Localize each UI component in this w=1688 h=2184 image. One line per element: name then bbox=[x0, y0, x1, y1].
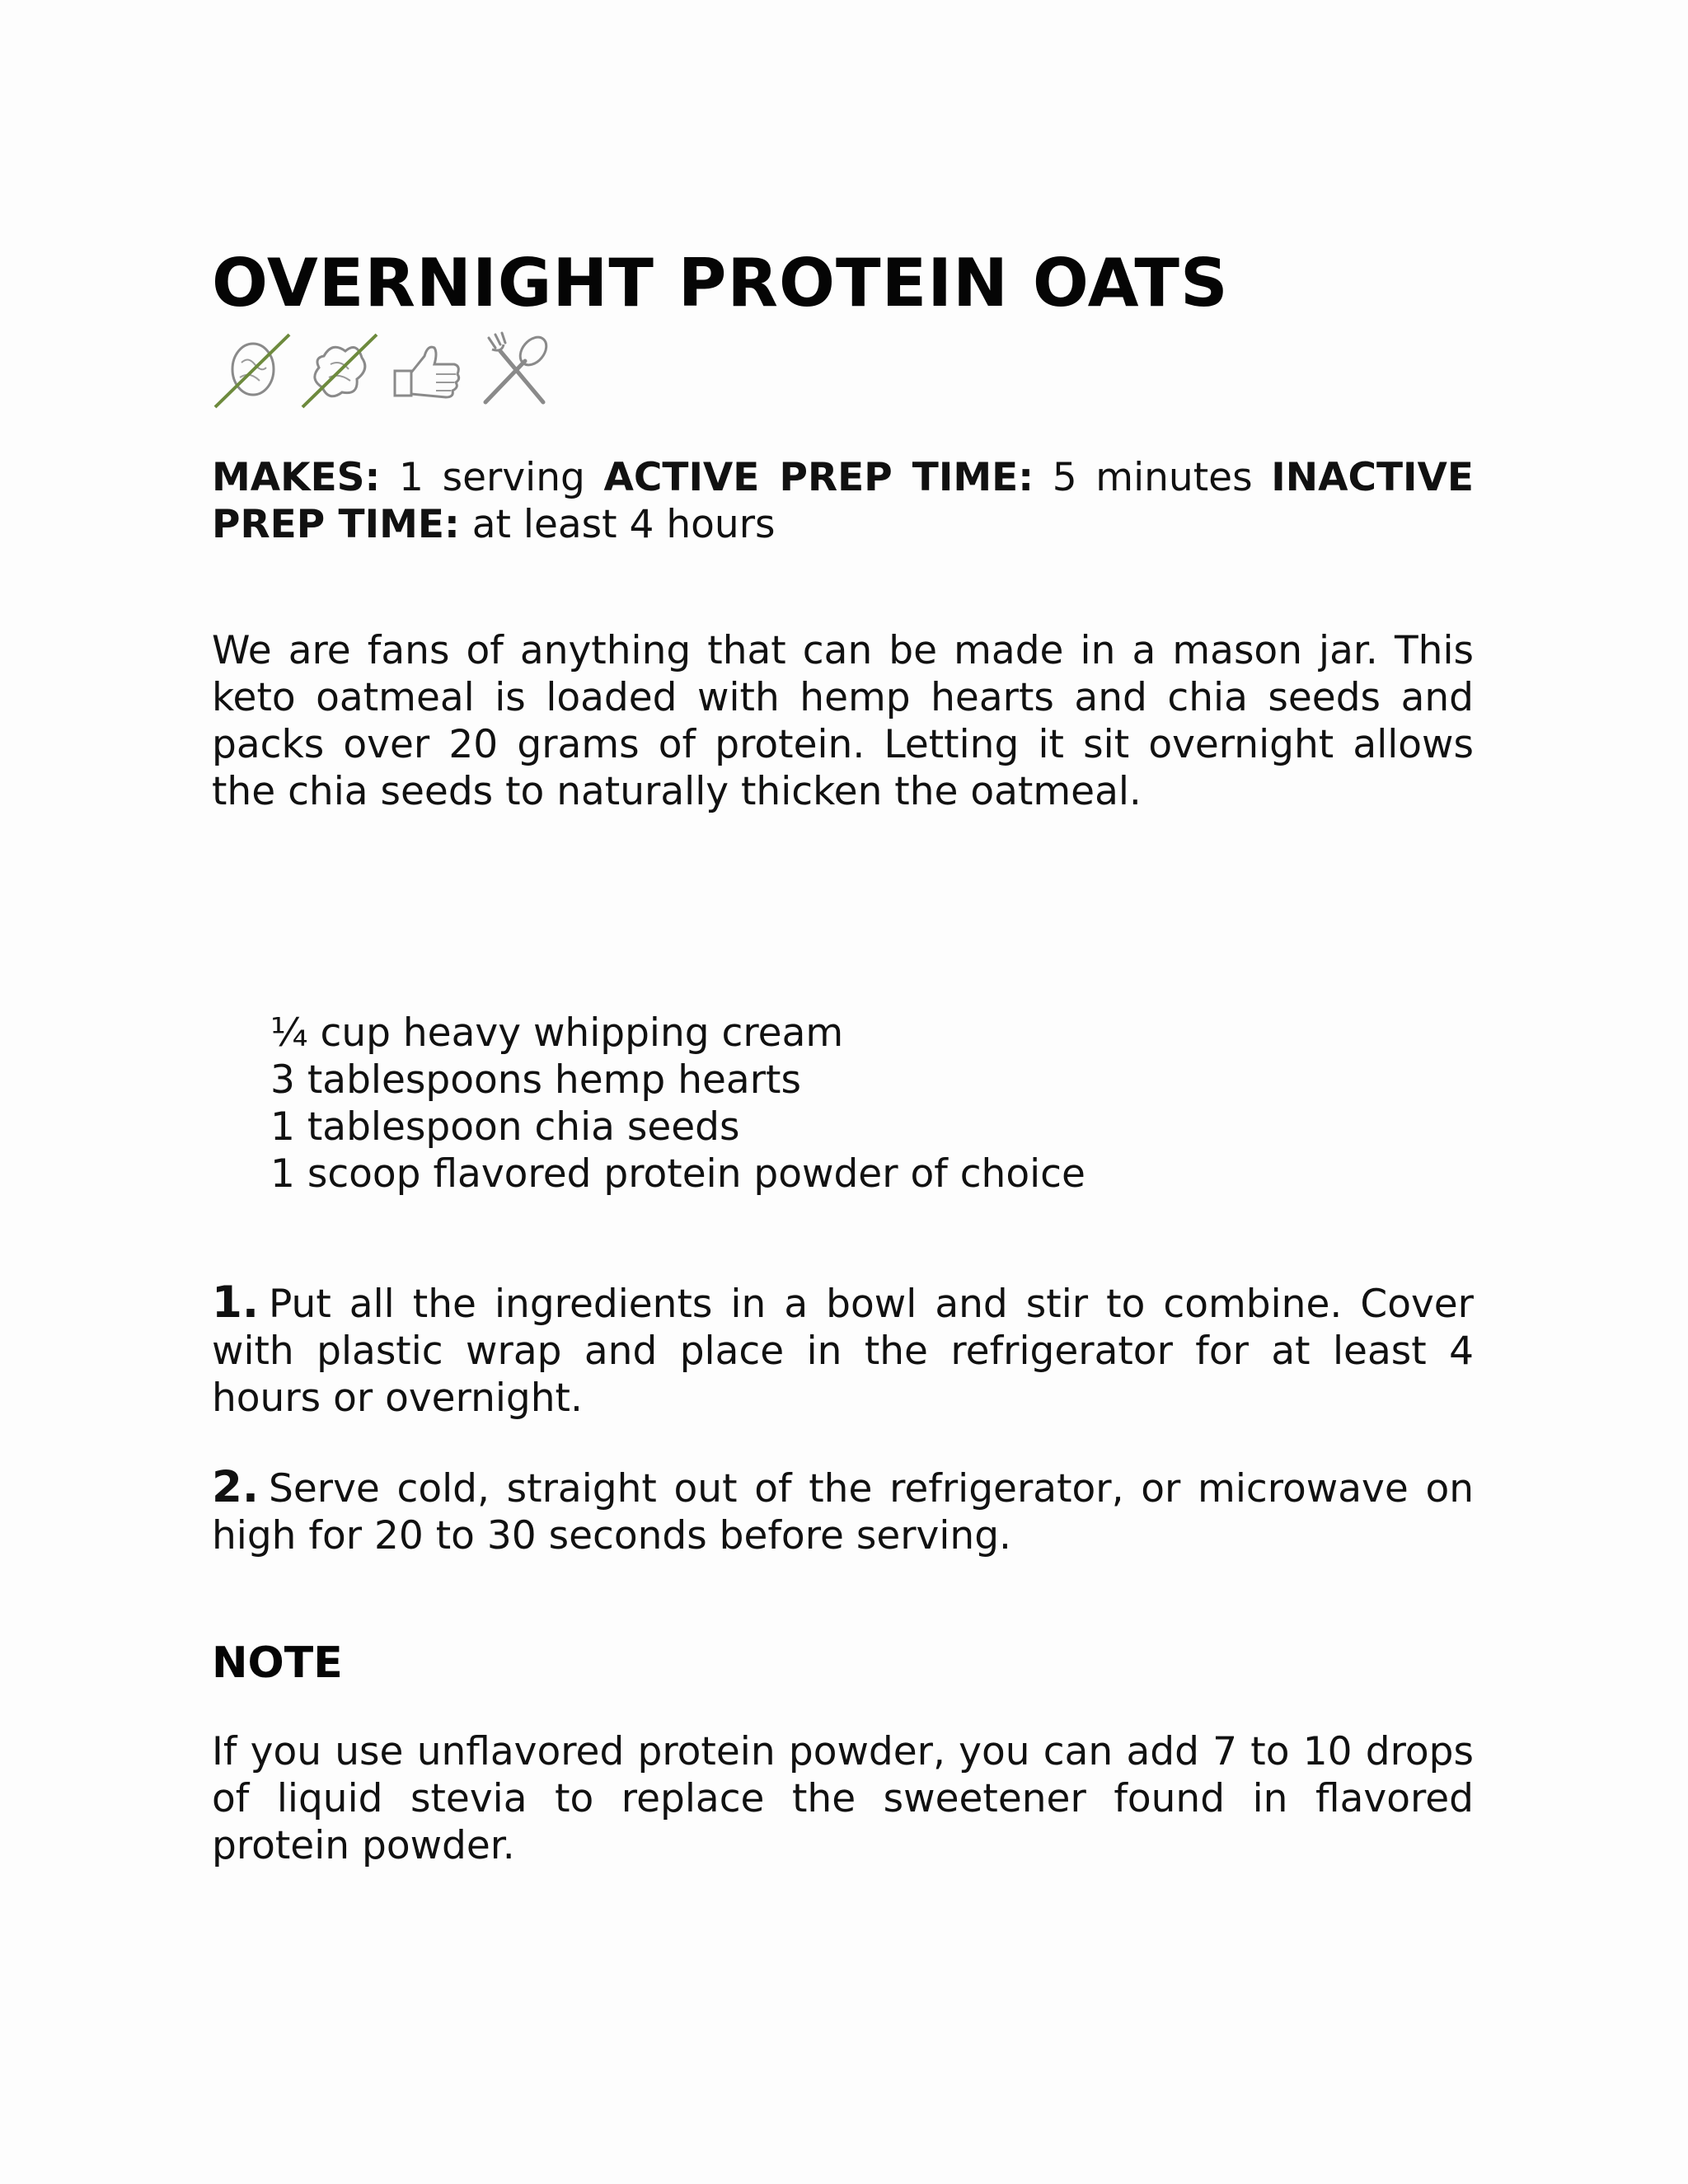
makes-label: MAKES: bbox=[212, 455, 381, 500]
recipe-intro: We are fans of anything that can be made in a mason jar. This keto oatmeal is loaded with hemp hearts and chia seeds and packs over 20 grams of protein. Letting it sit overnight allows the chia seeds to naturally thicken the oatmeal. bbox=[212, 628, 1474, 814]
inactive-prep-label: INACTIVE PREP TIME: bbox=[212, 455, 1474, 547]
step-number: 2. bbox=[212, 1462, 260, 1512]
utensils-icon bbox=[474, 331, 553, 410]
step-text: Put all the ingredients in a bowl and stir to combine. Cover with plastic wrap and place in the refrigerator for at least 4 hours or overnight. bbox=[212, 1282, 1474, 1421]
makes-value: 1 serving bbox=[399, 455, 585, 500]
ingredient-item: 1 scoop flavored protein powder of choice bbox=[270, 1151, 1085, 1197]
nut-free-icon bbox=[299, 331, 378, 410]
note-text: If you use unflavored protein powder, you can add 7 to 10 drops of liquid stevia to replace the sweetener found in flavored protein powder. bbox=[212, 1729, 1474, 1868]
ingredient-item: 1 tablespoon chia seeds bbox=[270, 1104, 740, 1150]
ingredient-list bbox=[270, 1010, 1085, 1197]
dietary-icons bbox=[212, 328, 553, 414]
recipe-page bbox=[212, 0, 1474, 2184]
inactive-prep-value: at least 4 hours bbox=[471, 502, 776, 547]
recipe-meta bbox=[212, 454, 1474, 548]
ingredient-item: 3 tablespoons hemp hearts bbox=[270, 1057, 801, 1103]
egg-free-icon bbox=[212, 331, 291, 410]
instruction-step bbox=[212, 1279, 1474, 1422]
instruction-step bbox=[212, 1464, 1474, 1559]
recipe-title: OVERNIGHT PROTEIN OATS bbox=[212, 245, 1229, 321]
note-heading: NOTE bbox=[212, 1638, 343, 1688]
ingredient-item: ¼ cup heavy whipping cream bbox=[270, 1010, 844, 1056]
active-prep-value: 5 minutes bbox=[1052, 455, 1253, 500]
thumbs-up-icon bbox=[387, 331, 466, 410]
active-prep-label: ACTIVE PREP TIME: bbox=[603, 455, 1034, 500]
step-text: Serve cold, straight out of the refrigerator, or microwave on high for 20 to 30 seconds before serving. bbox=[212, 1466, 1474, 1558]
step-number: 1. bbox=[212, 1277, 260, 1328]
